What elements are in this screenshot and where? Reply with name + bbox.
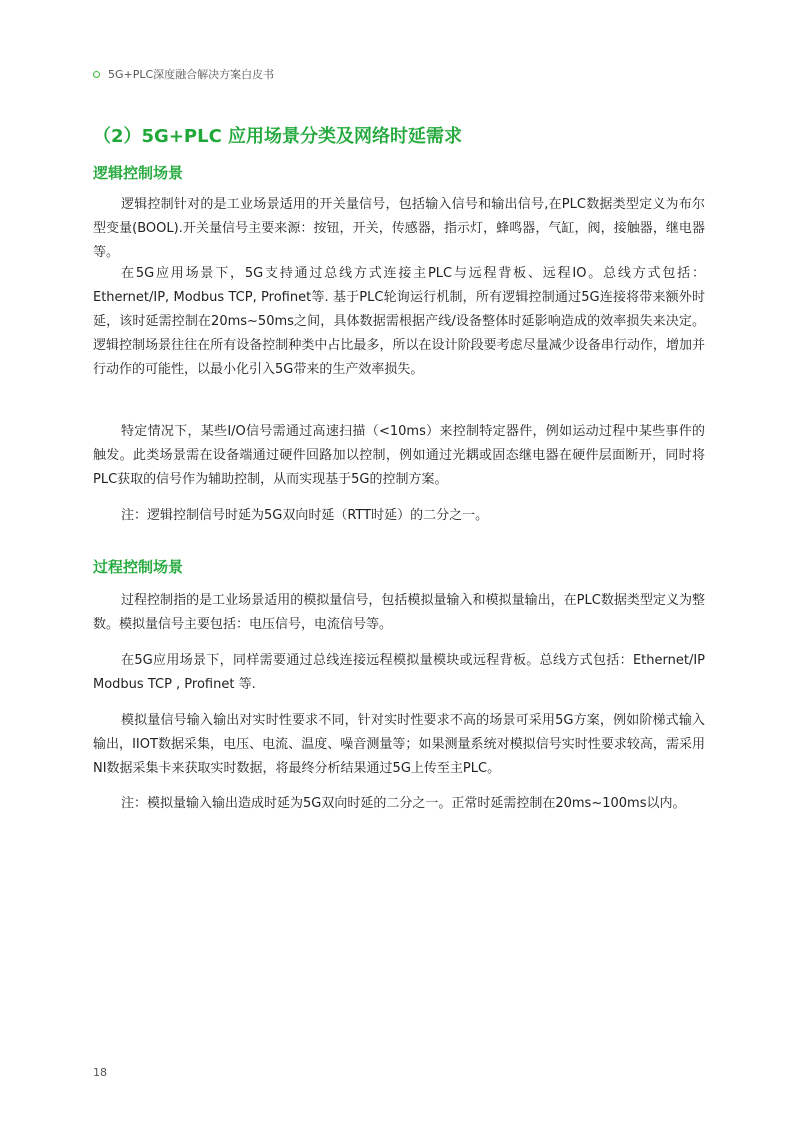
section-title: （2）5G+PLC 应用场景分类及网络时延需求 <box>93 126 463 147</box>
bullet-circle-icon <box>93 71 100 78</box>
running-header <box>93 66 274 82</box>
process-control-paragraph-2: 在5G应用场景下，同样需要通过总线连接远程模拟量模块或远程背板。总线方式包括：Ethernet/IP Modbus TCP , Profinet 等. <box>93 653 705 692</box>
subsection-title-process-control: 过程控制场景 <box>93 558 184 576</box>
logic-control-paragraph-1: 逻辑控制针对的是工业场景适用的开关量信号，包括输入信号和输出信号,在PLC数据类型定义为布尔型变量(BOOL).开关量信号主要来源：按钮，开关，传感器，指示灯，蜂鸣器，气缸，阀，接触器，继电器等。 <box>93 197 705 260</box>
logic-control-note: 注：逻辑控制信号时延为5G双向时延（RTT时延）的二分之一。 <box>121 508 489 523</box>
subsection-title-logic-control: 逻辑控制场景 <box>93 164 184 182</box>
logic-control-paragraph-3: 特定情况下，某些I/O信号需通过高速扫描（<10ms）来控制特定器件，例如运动过程中某些事件的触发。此类场景需在设备端通过硬件回路加以控制，例如通过光耦或固态继电器在硬件层面断开，同时将PLC获取的信号作为辅助控制，从而实现基于5G的控制方案。 <box>93 424 705 487</box>
process-control-note: 注：模拟量输入输出造成时延为5G双向时延的二分之一。正常时延需控制在20ms~100ms以内。 <box>121 796 686 811</box>
running-header-title: 5G+PLC深度融合解决方案白皮书 <box>108 68 275 81</box>
process-control-paragraph-3: 模拟量信号输入输出对实时性要求不同，针对实时性要求不高的场景可采用5G方案，例如阶梯式输入输出，IIOT数据采集，电压、电流、温度、噪音测量等；如果测量系统对模拟信号实时性要求较高，需采用NI数据采集卡来获取实时数据，将最终分析结果通过5G上传至主PLC。 <box>93 713 705 776</box>
logic-control-paragraph-2: 在5G应用场景下，5G支持通过总线方式连接主PLC与远程背板、远程IO。总线方式包括：Ethernet/IP, Modbus TCP, Profinet等. 基于PLC轮询运行机制，所有逻辑控制通过5G连接将带来额外时延，该时延需控制在20ms~50ms之间，具体数据需根据产线/设备整体时延影响造成的效率损失来决定。逻辑控制场景往往在所有设备控制种类中占比最多，所以在设计阶段要考虑尽量减少设备串行动作，增加并行动作的可能性，以最小化引入5G带来的生产效率损失。 <box>93 266 705 377</box>
page-number: 18 <box>93 1066 107 1079</box>
process-control-paragraph-1: 过程控制指的是工业场景适用的模拟量信号，包括模拟量输入和模拟量输出，在PLC数据类型定义为整数。模拟量信号主要包括：电压信号，电流信号等。 <box>93 593 705 632</box>
